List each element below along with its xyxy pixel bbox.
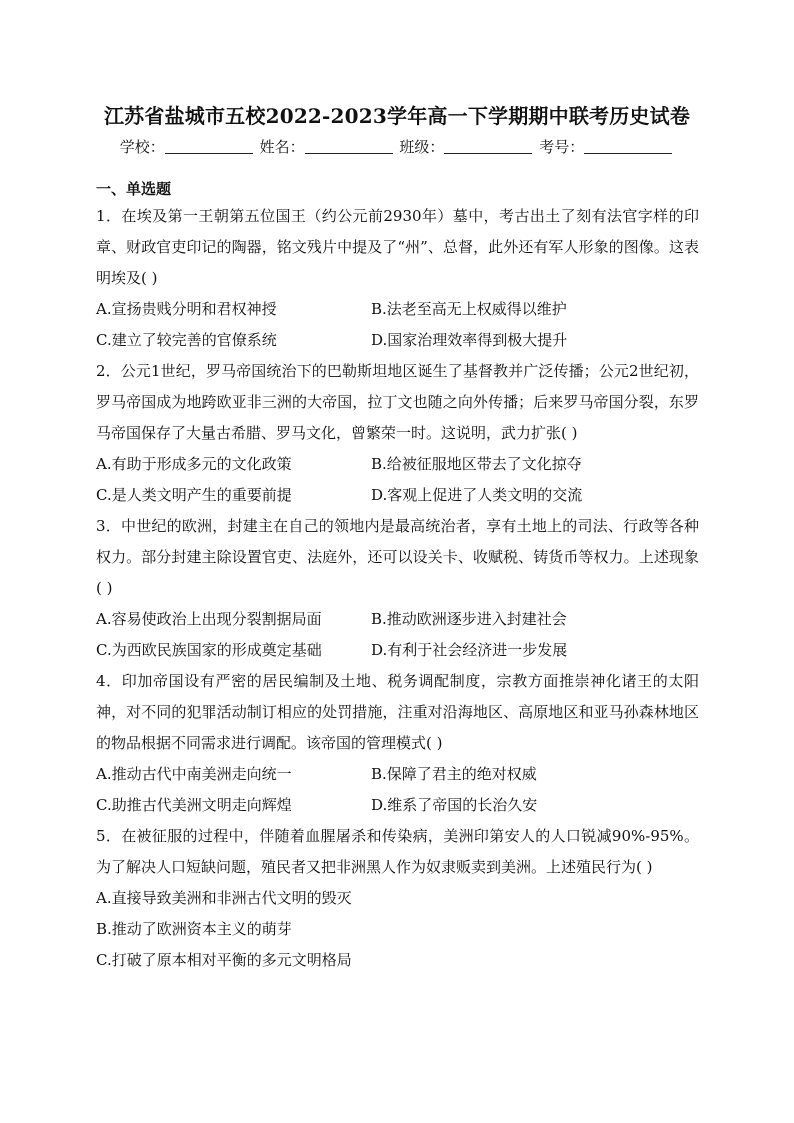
question-4-option-c: C.助推古代美洲文明走向辉煌 <box>96 796 292 814</box>
question-2-options <box>96 449 699 511</box>
school-blank[interactable] <box>165 139 253 154</box>
question-3-option-b: B.推动欧洲逐步进入封建社会 <box>371 610 567 628</box>
question-1-option-a: A.宣扬贵贱分明和君权神授 <box>96 300 277 318</box>
class-label: 班级： <box>399 138 445 156</box>
question-4-option-d: D.维系了帝国的长治久安 <box>371 796 538 814</box>
question-1-options <box>96 294 699 356</box>
question-4-option-b: B.保障了君主的绝对权威 <box>371 765 537 783</box>
school-label: 学校： <box>119 138 165 156</box>
name-blank[interactable] <box>305 139 393 154</box>
question-3-options <box>96 604 699 666</box>
question-2-option-c: C.是人类文明产生的重要前提 <box>96 486 292 504</box>
name-label: 姓名： <box>259 138 305 156</box>
question-5-option-a: A.直接导致美洲和非洲古代文明的毁灭 <box>96 889 352 907</box>
exam-no-label: 考号： <box>539 138 585 156</box>
question-3-option-d: D.有利于社会经济进一步发展 <box>371 641 568 659</box>
question-2-option-a: A.有助于形成多元的文化政策 <box>96 455 292 473</box>
question-1-option-d: D.国家治理效率得到极大提升 <box>371 331 568 349</box>
question-2-stem: 2．公元1世纪，罗马帝国统治下的巴勒斯坦地区诞生了基督教并广泛传播；公元2世纪初，罗马帝国成为地跨欧亚非三洲的大帝国，拉丁文也随之向外传播；后来罗马帝国分裂，东罗马帝国保存了大量古希腊、罗马文化，曾繁荣一时。这说明，武力扩张( ) <box>96 362 699 442</box>
section-heading: 一、单选题 <box>96 180 172 198</box>
question-4-stem: 4．印加帝国设有严密的居民编制及土地、税务调配制度，宗教方面推崇神化诸王的太阳神，对不同的犯罪活动制订相应的处罚措施，注重对沿海地区、高原地区和亚马孙森林地区的物品根据不同需求进行调配。该帝国的管理模式( ) <box>96 672 699 752</box>
question-5-options <box>96 883 699 976</box>
question-1-stem: 1．在埃及第一王朝第五位国王（约公元前2930年）墓中，考古出土了刻有法官字样的印章、财政官吏印记的陶器，铭文残片中提及了“州”、总督，此外还有军人形象的图像。这表明埃及( ) <box>96 207 699 287</box>
question-2-option-d: D.客观上促进了人类文明的交流 <box>371 486 583 504</box>
question-3-stem: 3．中世纪的欧洲，封建主在自己的领地内是最高统治者，享有土地上的司法、行政等各种权力。部分封建主除设置官吏、法庭外，还可以设关卡、收赋税、铸货币等权力。上述现象( ) <box>96 517 699 597</box>
question-5-option-b: B.推动了欧洲资本主义的萌芽 <box>96 920 292 938</box>
question-3-option-c: C.为西欧民族国家的形成奠定基础 <box>96 641 322 659</box>
question-3-option-a: A.容易使政治上出现分裂割据局面 <box>96 610 322 628</box>
question-list <box>96 201 699 976</box>
question-4-options <box>96 759 699 821</box>
question-2-option-b: B.给被征服地区带去了文化掠夺 <box>371 455 582 473</box>
exam-title: 江苏省盐城市五校2022-2023学年高一下学期期中联考历史试卷 <box>103 104 691 128</box>
question-5-stem: 5．在被征服的过程中，伴随着血腥屠杀和传染病，美洲印第安人的人口锐减90%-95%。为了解决人口短缺问题，殖民者又把非洲黑人作为奴隶贩卖到美洲。上述殖民行为( ) <box>96 827 699 876</box>
exam-no-blank[interactable] <box>584 139 672 154</box>
question-1-option-c: C.建立了较完善的官僚系统 <box>96 331 277 349</box>
question-5-option-c: C.打破了原本相对平衡的多元文明格局 <box>96 951 352 969</box>
question-4-option-a: A.推动古代中南美洲走向统一 <box>96 765 292 783</box>
student-info-line <box>0 136 794 157</box>
question-1-option-b: B.法老至高无上权威得以维护 <box>371 300 567 318</box>
class-blank[interactable] <box>444 139 532 154</box>
